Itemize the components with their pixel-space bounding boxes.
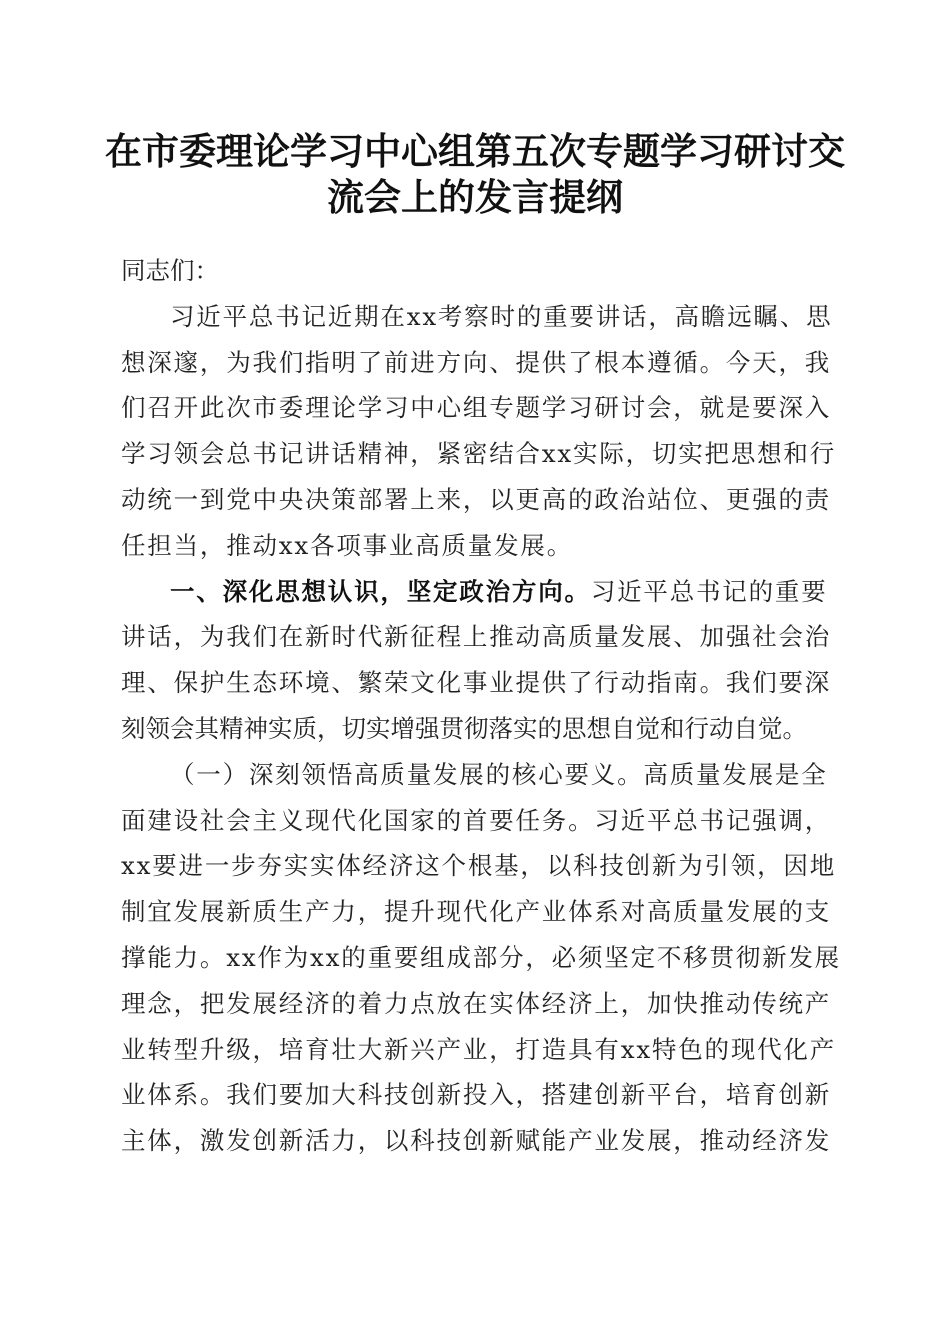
paragraph-line: 动统一到党中央决策部署上来，以更高的政治站位、更强的责 [121,484,832,514]
paragraph-line: 理念，把发展经济的着力点放在实体经济上，加快推动传统产 [121,988,832,1018]
paragraph-line: 习近平总书记近期在xx考察时的重要讲话，高瞻远瞩、思 [170,301,833,331]
paragraph-line: 制宜发展新质生产力，提升现代化产业体系对高质量发展的支 [121,897,832,927]
paragraph-text: 习近平总书记的重要 [590,576,828,606]
title-line: 在市委理论学习中心组第五次专题学习研讨交 [105,129,845,173]
paragraph-line: 撑能力。xx作为xx的重要组成部分，必须坚定不移贯彻新发展 [121,942,841,972]
subsection-heading: （一）深刻领悟高质量发展的核心要义。 [170,759,644,789]
section-heading-line [121,569,828,615]
paragraph-line: 任担当，推动xx各项事业高质量发展。 [121,530,574,560]
document-body [121,248,841,1164]
paragraph-line: xx要进一步夯实实体经济这个根基，以科技创新为引领，因地 [121,851,837,881]
paragraph-line: 刻领会其精神实质，切实增强贯彻落实的思想自觉和行动自觉。 [121,713,807,743]
paragraph-line: 主体，激发创新活力，以科技创新赋能产业发展，推动经济发 [121,1126,832,1156]
paragraph-line: 讲话，为我们在新时代新征程上推动高质量发展、加强社会治 [121,622,832,652]
paragraph-line: 面建设社会主义现代化国家的首要任务。习近平总书记强调， [121,805,832,835]
paragraph-line: 业体系。我们要加大科技创新投入，搭建创新平台，培育创新 [121,1080,832,1110]
document-title [90,128,860,220]
paragraph-line: 学习领会总书记讲话精神，紧密结合xx实际，切实把思想和行 [121,439,837,469]
paragraph-text: 高质量发展是全 [643,759,828,789]
title-line: 流会上的发言提纲 [327,175,623,219]
section-heading: 一、深化思想认识，坚定政治方向。 [170,576,591,606]
salutation: 同志们： [121,256,219,285]
paragraph-line: 业转型升级，培育壮大新兴产业，打造具有xx特色的现代化产 [121,1034,837,1064]
paragraph-line: 想深邃，为我们指明了前进方向、提供了根本遵循。今天，我 [121,347,832,377]
paragraph-line: 们召开此次市委理论学习中心组专题学习研讨会，就是要深入 [121,393,832,423]
paragraph-line: 理、保护生态环境、繁荣文化事业提供了行动指南。我们要深 [121,668,832,698]
subsection-heading-line [121,752,828,798]
